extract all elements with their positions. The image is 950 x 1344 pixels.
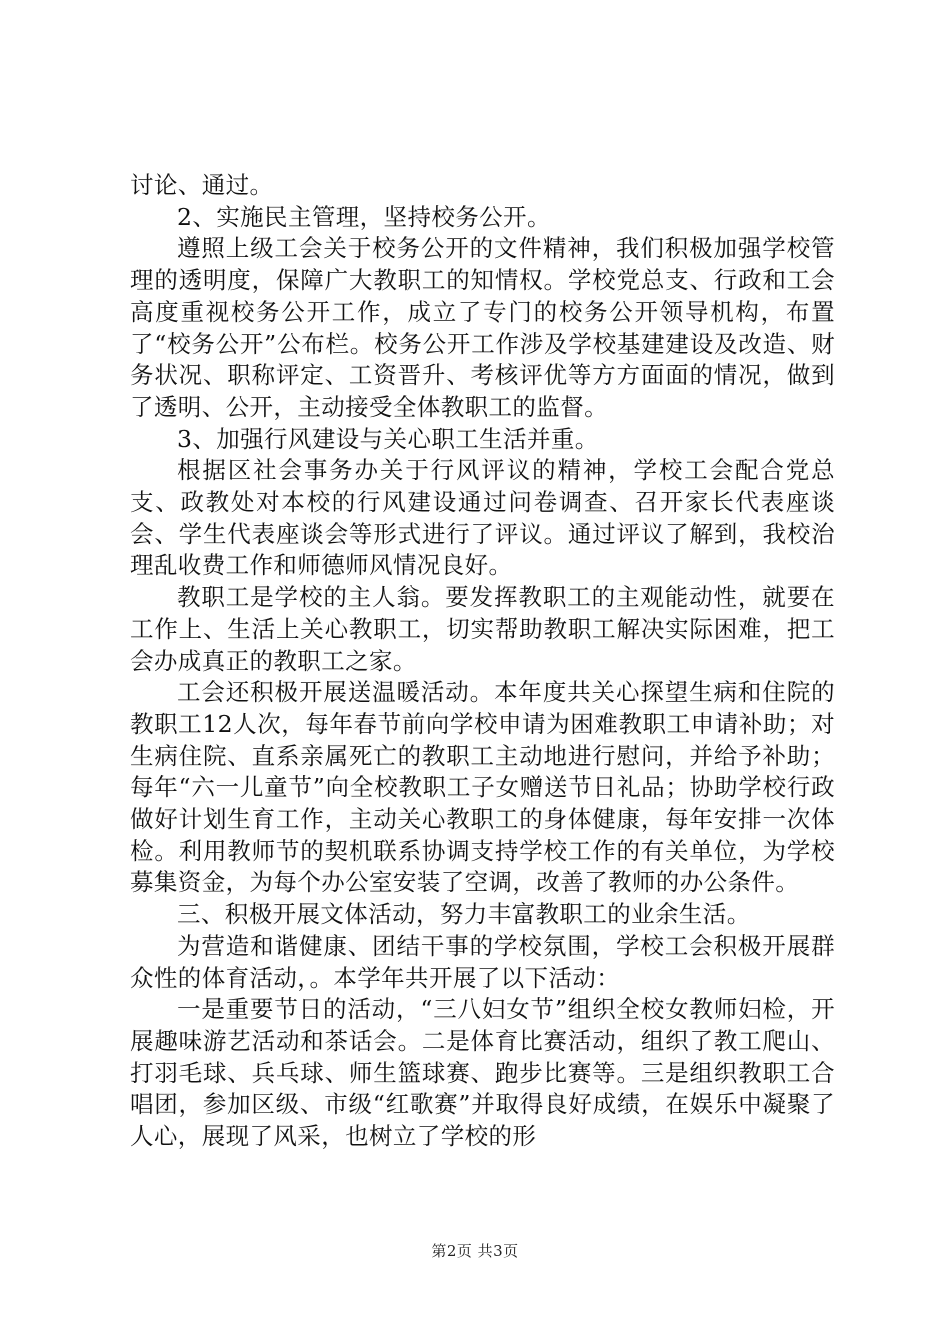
paragraph-9: 为营造和谐健康、团结干事的学校氛围，学校工会积极开展群众性的体育活动，。本学年共开展了以下活动：	[130, 931, 835, 992]
paragraph-3: 遵照上级工会关于校务公开的文件精神，我们积极加强学校管理的透明度，保障广大教职工的知情权。学校党总支、行政和工会高度重视校务公开工作，成立了专门的校务公开领导机构，布置了“校务公开”公布栏。校务公开工作涉及学校基建建设及改造、财务状况、职称评定、工资晋升、考核评优等方方面面的情况，做到了透明、公开，主动接受全体教职工的监督。	[130, 234, 835, 421]
paragraph-1: 讨论、通过。	[130, 171, 274, 199]
paragraph-7: 工会还积极开展送温暖活动。本年度共关心探望生病和住院的教职工12人次，每年春节前向学校申请为困难教职工申请补助；对生病住院、直系亲属死亡的教职工主动地进行慰问，并给予补助；每年“六一儿童节”向全校教职工子女赠送节日礼品；协助学校行政做好计划生育工作，主动关心教职工的身体健康，每年安排一次体检。利用教师节的契机联系协调支持学校工作的有关单位，为学校募集资金，为每个办公室安装了空调，改善了教师的办公条件。	[130, 678, 835, 897]
paragraph-10: 一是重要节日的活动，“三八妇女节”组织全校女教师妇检，开展趣味游艺活动和茶话会。二是体育比赛活动，组织了教工爬山、打羽毛球、兵乓球、师生篮球赛、跑步比赛等。三是组织教职工合唱团，参加区级、市级“红歌赛”并取得良好成绩，在娱乐中凝聚了人心，展现了风采，也树立了学校的形	[130, 995, 835, 1151]
paragraph-8: 三、积极开展文体活动，努力丰富教职工的业余生活。	[177, 900, 751, 929]
paragraph-2: 2、实施民主管理，坚持校务公开。	[177, 202, 551, 231]
paragraph-4: 3、加强行风建设与关心职工生活并重。	[177, 424, 599, 453]
paragraph-5: 根据区社会事务办关于行风评议的精神，学校工会配合党总支、政教处对本校的行风建设通过问卷调查、召开家长代表座谈会、学生代表座谈会等形式进行了评议。通过评议了解到，我校治理乱收费工作和师德师风情况良好。	[130, 456, 835, 580]
page-number-footer: 第2页 共3页	[431, 1242, 519, 1260]
document-body	[130, 170, 835, 1153]
paragraph-6: 教职工是学校的主人翁。要发挥教职工的主观能动性，就要在工作上、生活上关心教职工，切实帮助教职工解决实际困难，把工会办成真正的教职工之家。	[130, 583, 835, 675]
